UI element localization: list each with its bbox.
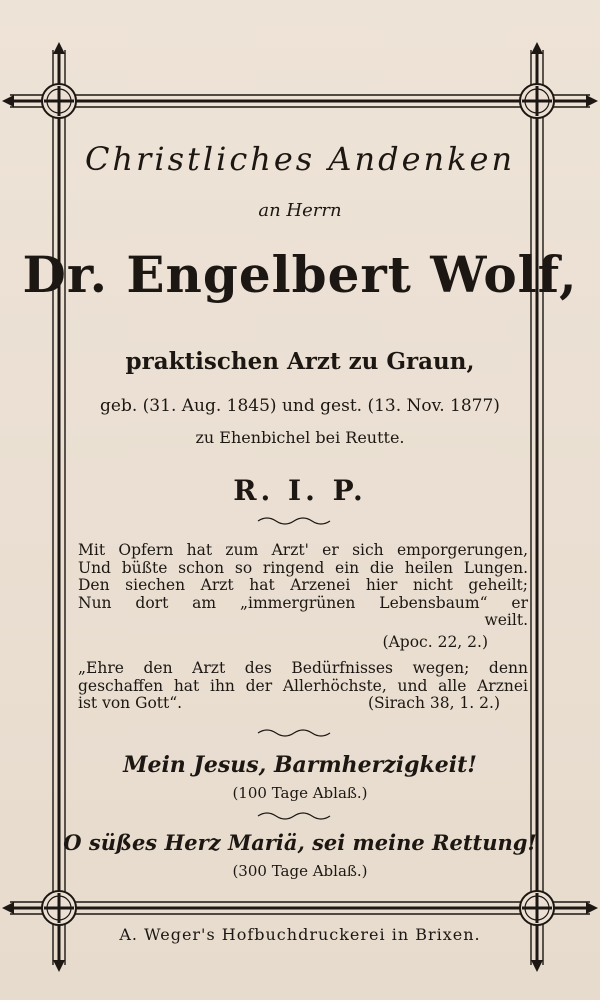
corner-cross-icon — [520, 891, 554, 925]
rip-text: R. I. P. — [233, 474, 367, 507]
printer-imprint: A. Weger's Hofbuchdruckerei in Brixen. — [119, 925, 481, 944]
quote-line: „Ehre den Arzt des Bedürfnisses wegen; denn — [78, 659, 528, 677]
quote-last-line — [78, 695, 528, 713]
indulgence-note: (300 Tage Ablaß.) — [232, 862, 368, 880]
poem-line: Nun dort am „immergrünen Lebensbaum“ er — [78, 593, 528, 612]
swirl-divider-icon — [258, 813, 330, 819]
swirl-divider-icon — [258, 518, 330, 524]
poem-line: Mit Opfern hat zum Arzt' er sich emporgerungen, — [78, 541, 528, 559]
poem-reference: (Apoc. 22, 2.) — [382, 632, 488, 651]
quote-line: ist von Gott“. — [78, 694, 183, 712]
prayer-text: O süßes Herz Mariä, sei meine Rettung! — [63, 830, 537, 855]
quote-line: geschaffen hat ihn der Allerhöchste, und alle Arznei — [78, 676, 528, 695]
profession-line: praktischen Arzt zu Graun, — [125, 348, 475, 375]
swirl-divider-icon — [258, 730, 330, 736]
place-line: zu Ehenbichel bei Reutte. — [195, 428, 405, 447]
card-title: Christliches Andenken — [84, 140, 516, 178]
poem-line: weilt. — [484, 611, 528, 629]
corner-cross-icon — [42, 84, 76, 118]
life-dates: geb. (31. Aug. 1845) und gest. (13. Nov. 1877) — [100, 396, 500, 416]
quote-source: (Sirach 38, 1. 2.) — [368, 694, 500, 712]
corner-cross-icon — [42, 891, 76, 925]
deceased-name: Dr. Engelbert Wolf, — [22, 245, 578, 304]
poem-line: Und büßte schon so ringend ein die heilen Lungen. — [78, 558, 528, 577]
poem-line: Den siechen Arzt hat Arzenei hier nicht geheilt; — [78, 576, 528, 594]
scripture-quote — [78, 660, 528, 713]
dedication-line: an Herrn — [258, 200, 342, 221]
memorial-poem — [78, 542, 528, 651]
corner-cross-icon — [520, 84, 554, 118]
indulgence-note: (100 Tage Ablaß.) — [232, 784, 368, 802]
prayer-text: Mein Jesus, Barmherzigkeit! — [123, 752, 477, 778]
